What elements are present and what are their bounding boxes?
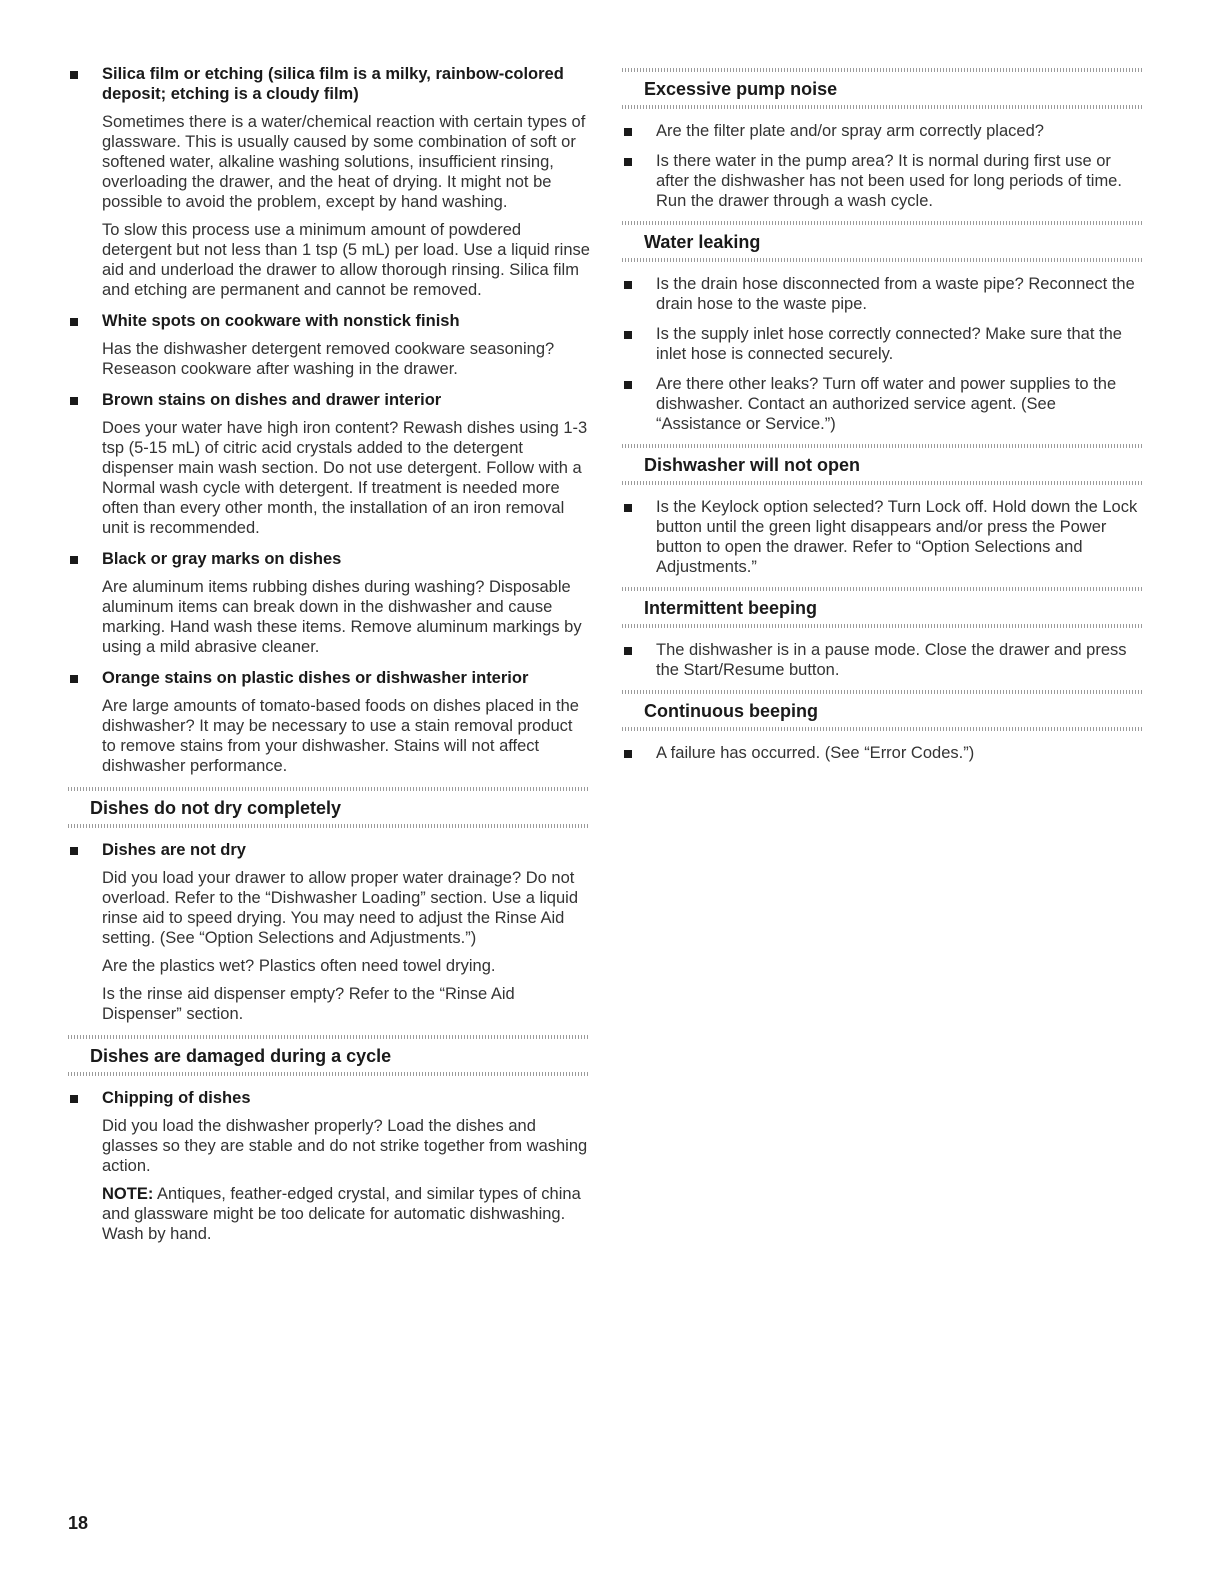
section-dishes-damaged — [68, 1035, 590, 1244]
issue-text: Are aluminum items rubbing dishes during washing? Disposable aluminum items can break down in the dishwasher and cause marking. Hand wash these items. Remove aluminum markings by using a mild abrasive cleaner. — [102, 578, 582, 656]
left-column — [68, 64, 590, 1255]
page-number: 18 — [68, 1513, 89, 1533]
item-text: Are the filter plate and/or spray arm correctly placed? — [656, 122, 1044, 140]
item-text: Is the drain hose disconnected from a waste pipe? Reconnect the drain hose to the waste pipe. — [656, 275, 1135, 313]
bullet-icon — [624, 158, 632, 166]
section-heading: Continuous beeping — [622, 690, 1144, 731]
note-label: NOTE: — [102, 1185, 154, 1203]
item-text: Is the Keylock option selected? Turn Lock off. Hold down the Lock button until the green light disappears and/or press the Power button to open the drawer. Refer to “Option Selections and Adjustments.” — [656, 498, 1138, 576]
section-heading: Intermittent beeping — [622, 587, 1144, 628]
issue-orange-stains — [68, 668, 590, 776]
bullet-icon — [70, 1095, 78, 1103]
issue-text: Are the plastics wet? Plastics often need towel drying. — [102, 957, 496, 975]
section-intermittent-beeping — [622, 587, 1144, 680]
issue-white-spots — [68, 311, 590, 379]
item-text: The dishwasher is in a pause mode. Close the drawer and press the Start/Resume button. — [656, 641, 1127, 679]
issue-title: Dishes are not dry — [102, 841, 246, 859]
bullet-icon — [70, 556, 78, 564]
bullet-icon — [70, 675, 78, 683]
issue-text: Is the rinse aid dispenser empty? Refer to the “Rinse Aid Dispenser” section. — [102, 985, 515, 1023]
section-dishes-not-dry — [68, 787, 590, 1024]
issue-title: Chipping of dishes — [102, 1089, 251, 1107]
item-text: Is the supply inlet hose correctly connected? Make sure that the inlet hose is connected securely. — [656, 325, 1122, 363]
issue-text: To slow this process use a minimum amount of powdered detergent but not less than 1 tsp (5 mL) per load. Use a liquid rinse aid and underload the drawer to allow thorough rinsing. Silica film and etching are permanent and cannot be removed. — [102, 221, 590, 299]
list-item — [622, 151, 1144, 211]
list-item — [622, 121, 1144, 141]
note-body: Antiques, feather-edged crystal, and similar types of china and glassware might be too delicate for automatic dishwashing. Wash by hand. — [102, 1185, 581, 1243]
bullet-icon — [624, 281, 632, 289]
bullet-icon — [70, 71, 78, 79]
section-will-not-open — [622, 444, 1144, 577]
section-heading: Dishes do not dry completely — [68, 787, 590, 828]
list-item — [622, 274, 1144, 314]
section-water-leaking — [622, 221, 1144, 434]
section-heading: Dishes are damaged during a cycle — [68, 1035, 590, 1076]
issue-title: White spots on cookware with nonstick finish — [102, 312, 460, 330]
issue-text: Did you load the dishwasher properly? Load the dishes and glasses so they are stable and do not strike together from washing action. — [102, 1117, 588, 1175]
section-heading: Excessive pump noise — [622, 68, 1144, 109]
issue-dishes-not-dry — [68, 840, 590, 1024]
item-text: A failure has occurred. (See “Error Codes.”) — [656, 744, 975, 762]
issue-title: Black or gray marks on dishes — [102, 550, 342, 568]
issue-text: Has the dishwasher detergent removed cookware seasoning? Reseason cookware after washing in the drawer. — [102, 340, 555, 378]
issue-chipping — [68, 1088, 590, 1244]
bullet-icon — [70, 318, 78, 326]
section-pump-noise — [622, 68, 1144, 211]
issue-title: Orange stains on plastic dishes or dishwasher interior — [102, 669, 529, 687]
bullet-icon — [624, 750, 632, 758]
issue-brown-stains — [68, 390, 590, 538]
right-column — [622, 64, 1144, 773]
list-item — [622, 743, 1144, 763]
issue-text: Are large amounts of tomato-based foods on dishes placed in the dishwasher? It may be necessary to use a stain removal product to remove stains from your dishwasher. Stains will not affect dishwasher performance. — [102, 697, 579, 775]
bullet-icon — [624, 381, 632, 389]
list-item — [622, 640, 1144, 680]
list-item — [622, 497, 1144, 577]
section-heading: Water leaking — [622, 221, 1144, 262]
issue-black-marks — [68, 549, 590, 657]
issue-title: Silica film or etching (silica film is a milky, rainbow-colored deposit; etching is a cloudy film) — [102, 65, 564, 103]
section-heading: Dishwasher will not open — [622, 444, 1144, 485]
note-text — [102, 1184, 590, 1244]
bullet-icon — [624, 647, 632, 655]
item-text: Are there other leaks? Turn off water and power supplies to the dishwasher. Contact an authorized service agent. (See “Assistance or Service.”) — [656, 375, 1117, 433]
issue-text: Sometimes there is a water/chemical reaction with certain types of glassware. This is usually caused by some combination of soft or softened water, alkaline washing solutions, insufficient rinsing, overloading the drawer, and the heat of drying. It might not be possible to avoid the problem, except by hand washing. — [102, 113, 586, 211]
issue-text: Does your water have high iron content? Rewash dishes using 1-3 tsp (5-15 mL) of citric acid crystals added to the detergent dispenser main wash section. Do not use detergent. Follow with a Normal wash cycle with detergent. If treatment is needed more often than every other month, the installation of an iron removal unit is recommended. — [102, 419, 588, 537]
issue-silica-film — [68, 64, 590, 300]
bullet-icon — [624, 331, 632, 339]
item-text: Is there water in the pump area? It is normal during first use or after the dishwasher has not been used for long periods of time. Run the drawer through a wash cycle. — [656, 152, 1122, 210]
issue-text: Did you load your drawer to allow proper water drainage? Do not overload. Refer to the “Dishwasher Loading” section. Use a liquid rinse aid to speed drying. You may need to adjust the Rinse Aid setting. (See “Option Selections and Adjustments.”) — [102, 869, 579, 947]
list-item — [622, 374, 1144, 434]
list-item — [622, 324, 1144, 364]
bullet-icon — [70, 847, 78, 855]
section-continuous-beeping — [622, 690, 1144, 763]
bullet-icon — [70, 397, 78, 405]
bullet-icon — [624, 128, 632, 136]
bullet-icon — [624, 504, 632, 512]
issue-title: Brown stains on dishes and drawer interior — [102, 391, 442, 409]
